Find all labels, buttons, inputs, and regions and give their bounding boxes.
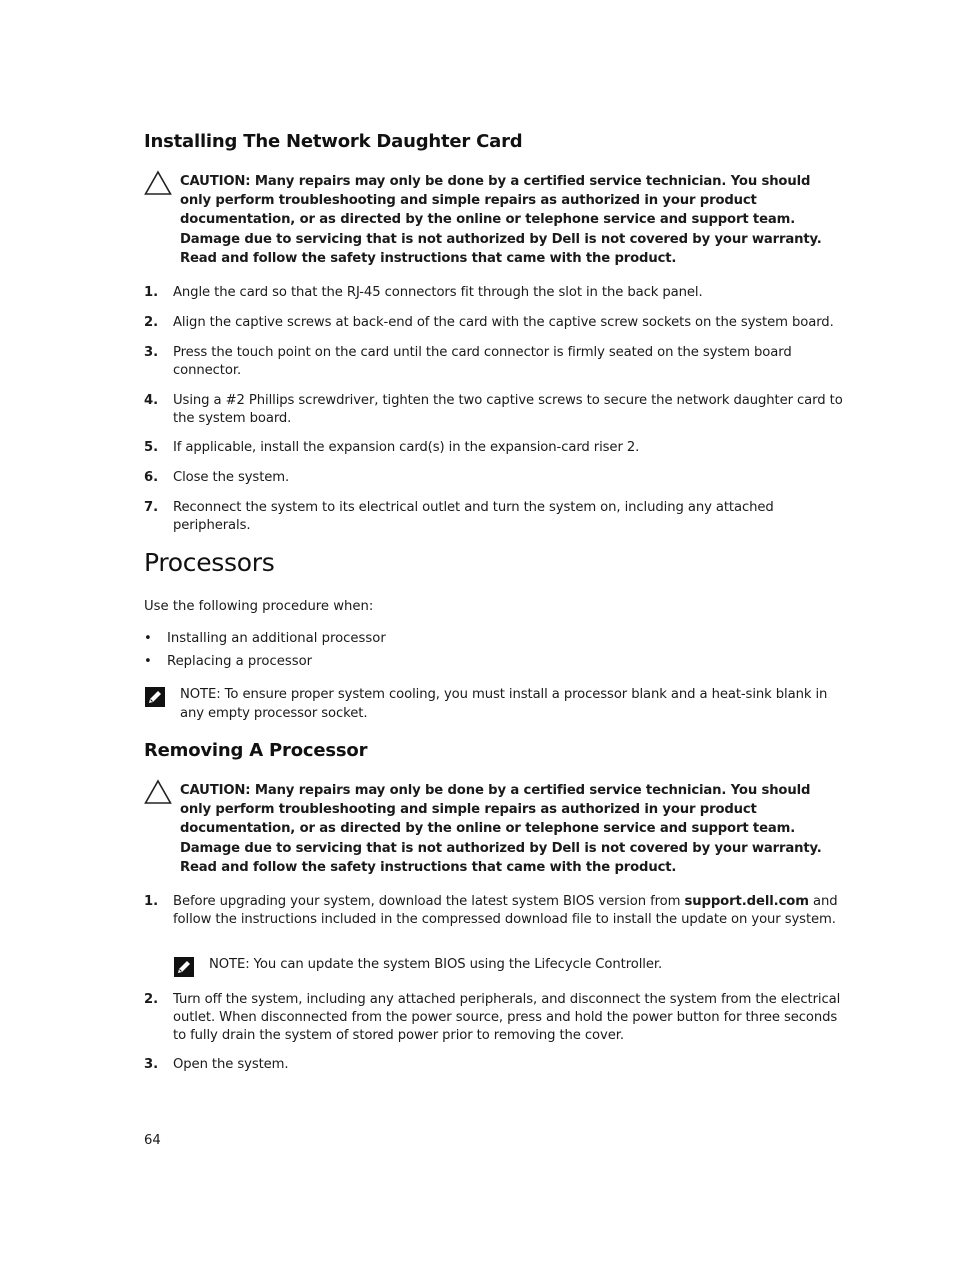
bullet-icon: • bbox=[144, 654, 152, 669]
list-item: 3. Open the system. bbox=[144, 1057, 289, 1072]
caution-text: CAUTION: Many repairs may only be done by a certified service technician. You should only perform troubleshooting and simple repairs as authorized in your product documentation, or as directed by the online or telephone service and support team. Damage due to servicing that is not authorized by Dell is not covered by your warranty. Read and follow the safety instructions that came with the product. bbox=[180, 783, 822, 875]
caution-text: CAUTION: Many repairs may only be done by a certified service technician. You should only perform troubleshooting and simple repairs as authorized in your product documentation, or as directed by the online or telephone service and support team. Damage due to servicing that is not authorized by Dell is not covered by your warranty. Read and follow the safety instructions that came with the product. bbox=[180, 174, 822, 266]
note-text: NOTE: To ensure proper system cooling, you must install a processor blank and a heat-sink blank in any empty processor socket. bbox=[180, 687, 828, 721]
note-text: NOTE: You can update the system BIOS using the Lifecycle Controller. bbox=[209, 957, 663, 972]
list-item: 5. If applicable, install the expansion card(s) in the expansion-card riser 2. bbox=[144, 440, 640, 455]
list-item: 1. Angle the card so that the RJ-45 connectors fit through the slot in the back panel. bbox=[144, 285, 703, 300]
list-item: • Replacing a processor bbox=[144, 654, 313, 669]
list-item: 6. Close the system. bbox=[144, 470, 290, 485]
list-item: 4. Using a #2 Phillips screwdriver, tighten the two captive screws to secure the network daughter card to the system board. bbox=[144, 393, 843, 426]
list-item: 1. Before upgrading your system, download the latest system BIOS version from support.dell.com and follow the instructions included in the compressed download file to install the update on your system. bbox=[144, 894, 838, 927]
list-item: 3. Press the touch point on the card until the card connector is firmly seated on the system board connector. bbox=[144, 345, 792, 378]
note-block bbox=[173, 955, 844, 974]
section-heading-removing-processor: Removing A Processor bbox=[144, 740, 368, 761]
page-number: 64 bbox=[144, 1133, 161, 1148]
note-pencil-icon bbox=[173, 956, 195, 984]
list-item: • Installing an additional processor bbox=[144, 631, 386, 646]
caution-block bbox=[144, 172, 840, 268]
bullet-icon: • bbox=[144, 631, 152, 646]
note-pencil-icon bbox=[144, 686, 166, 714]
support-link[interactable]: support.dell.com bbox=[684, 894, 809, 909]
caution-triangle-icon bbox=[144, 779, 172, 809]
list-item: 7. Reconnect the system to its electrical outlet and turn the system on, including any attached peripherals. bbox=[144, 500, 774, 533]
intro-text: Use the following procedure when: bbox=[144, 599, 374, 614]
caution-triangle-icon bbox=[144, 170, 172, 200]
caution-block bbox=[144, 781, 840, 877]
note-block bbox=[144, 685, 844, 723]
section-heading-installing-ndc: Installing The Network Daughter Card bbox=[144, 131, 523, 152]
list-item: 2. Align the captive screws at back-end of the card with the captive screw sockets on the system board. bbox=[144, 315, 834, 330]
page-title-processors: Processors bbox=[144, 548, 275, 577]
list-item: 2. Turn off the system, including any attached peripherals, and disconnect the system from the electrical outlet. When disconnected from the power source, press and hold the power button for three seconds to fully drain the system of stored power prior to removing the cover. bbox=[144, 992, 841, 1043]
